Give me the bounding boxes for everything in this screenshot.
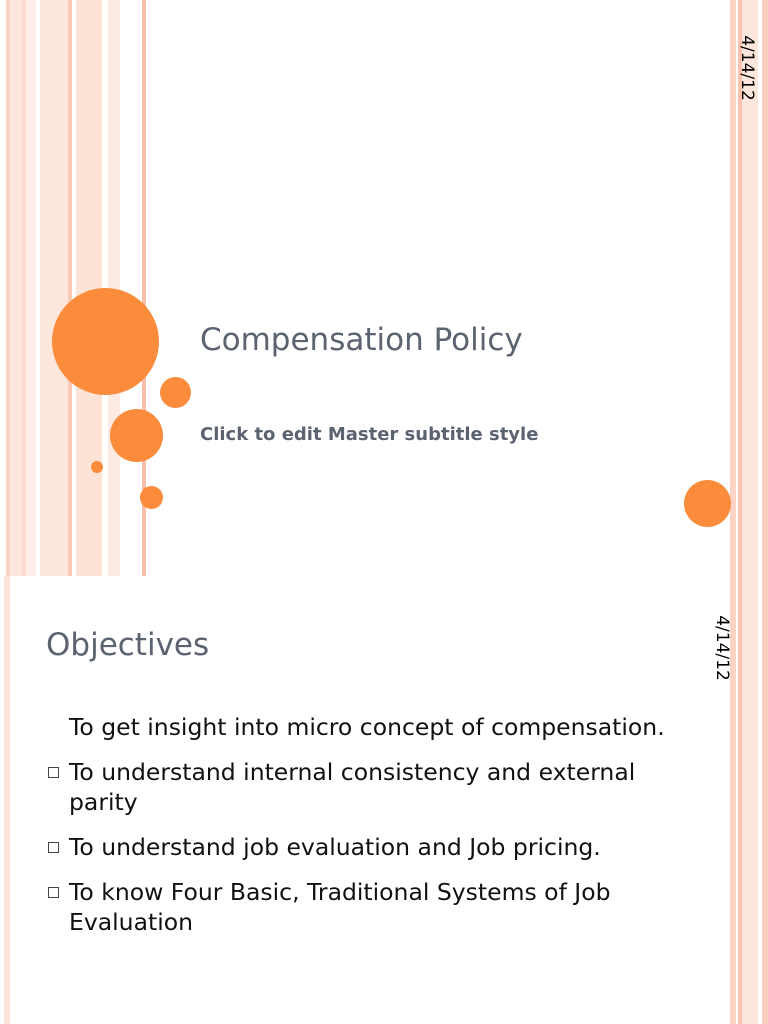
slide-subtitle: Click to edit Master subtitle style [200, 424, 539, 445]
bullet-text: To understand internal consistency and external parity [69, 758, 636, 816]
slide-title: Objectives [46, 627, 210, 663]
bullet-text: To understand job evaluation and Job pricing. [69, 833, 601, 861]
objectives-slide [0, 576, 768, 1024]
bullet-text: To get insight into micro concept of compensation. [69, 713, 665, 741]
bullet-list [46, 712, 666, 952]
square-bullet-icon [48, 767, 59, 778]
small-circle-lower [140, 486, 163, 509]
square-bullet-icon [48, 887, 59, 898]
tiny-circle [91, 461, 103, 473]
slide-title: Compensation Policy [200, 322, 523, 358]
slide-date: 4/14/12 [736, 35, 757, 101]
bullet-item [46, 757, 666, 817]
right-circle [684, 480, 731, 527]
slide2-left-edge [0, 576, 10, 1024]
right-stripe-band [730, 576, 768, 1024]
bullet-text: To know Four Basic, Traditional Systems of Job Evaluation [69, 878, 611, 936]
bullet-item [46, 877, 666, 937]
small-circle [160, 377, 191, 408]
square-bullet-icon [48, 842, 59, 853]
medium-circle [110, 409, 163, 462]
bullet-item [46, 712, 666, 742]
large-circle [52, 288, 159, 395]
bullet-item [46, 832, 666, 862]
left-stripe-band [0, 0, 146, 576]
slide-date: 4/14/12 [711, 615, 732, 681]
